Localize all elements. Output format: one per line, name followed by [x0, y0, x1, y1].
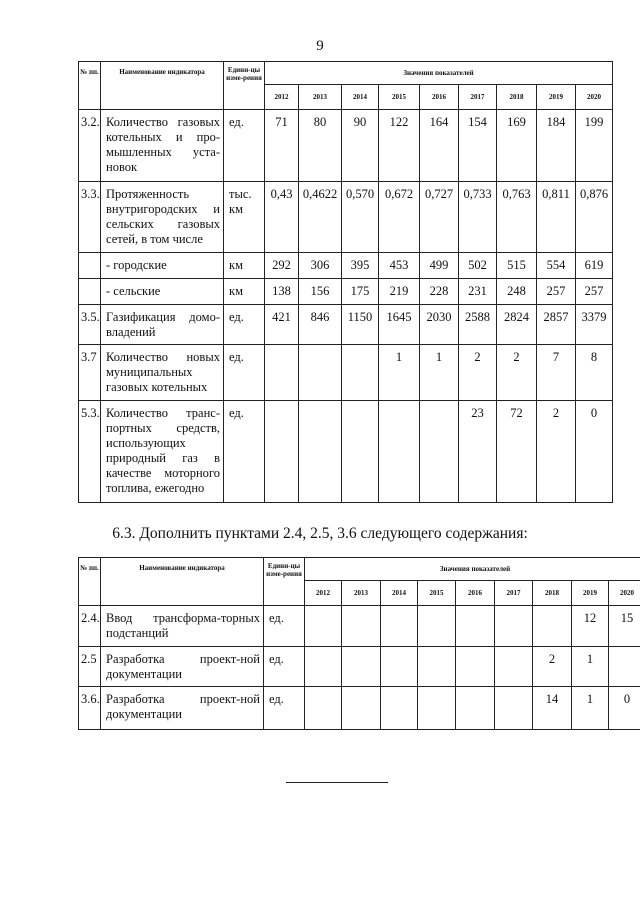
indicator-name: Разработка проект-ной документации: [101, 687, 264, 730]
value-cell: [418, 647, 456, 687]
value-cell: [495, 647, 533, 687]
unit: ед.: [264, 687, 305, 730]
row-number: 5.3.: [79, 401, 101, 503]
value-cell: 1: [379, 345, 420, 401]
value-cell: [299, 401, 342, 503]
header-year: 2013: [342, 581, 381, 606]
value-cell: 0,672: [379, 182, 420, 253]
value-cell: 2824: [497, 305, 537, 345]
indicator-name: Количество газовых котельных и про-мышленных уста-новок: [101, 110, 224, 182]
row-number: 2.5: [79, 647, 101, 687]
value-cell: 421: [265, 305, 299, 345]
header-year: 2016: [420, 85, 459, 110]
value-cell: 23: [459, 401, 497, 503]
table-row: [79, 345, 613, 401]
value-cell: 14: [533, 687, 572, 730]
value-cell: 0,733: [459, 182, 497, 253]
value-cell: 0,4622: [299, 182, 342, 253]
value-cell: 1645: [379, 305, 420, 345]
header-name: Наименование индикатора: [101, 558, 264, 606]
value-cell: [342, 401, 379, 503]
header-num: № пп.: [79, 62, 101, 110]
value-cell: 2: [537, 401, 576, 503]
value-cell: 15: [609, 606, 640, 647]
unit: ед.: [224, 305, 265, 345]
header-units: Едини-цы изме-рения: [224, 62, 265, 110]
indicator-name: - городские: [101, 253, 224, 279]
value-cell: [305, 687, 342, 730]
value-cell: [533, 606, 572, 647]
unit: км: [224, 253, 265, 279]
value-cell: 72: [497, 401, 537, 503]
header-name: Наименование индикатора: [101, 62, 224, 110]
value-cell: 2857: [537, 305, 576, 345]
value-cell: 164: [420, 110, 459, 182]
value-cell: 122: [379, 110, 420, 182]
value-cell: [456, 606, 495, 647]
table-row: [79, 647, 640, 687]
unit: ед.: [224, 110, 265, 182]
header-year: 2017: [459, 85, 497, 110]
value-cell: 1: [572, 647, 609, 687]
value-cell: [418, 606, 456, 647]
header-year: 2020: [576, 85, 613, 110]
value-cell: 257: [537, 279, 576, 305]
value-cell: 199: [576, 110, 613, 182]
value-cell: 1: [420, 345, 459, 401]
header-year: 2015: [379, 85, 420, 110]
header-year: 2013: [299, 85, 342, 110]
unit: ед.: [264, 606, 305, 647]
row-number: [79, 253, 101, 279]
value-cell: [456, 647, 495, 687]
indicator-name: Протяженность внутригородских и сельских газовых сетей, в том числе: [101, 182, 224, 253]
value-cell: 90: [342, 110, 379, 182]
value-cell: 2: [533, 647, 572, 687]
value-cell: 502: [459, 253, 497, 279]
header-year: 2016: [456, 581, 495, 606]
table-row: [79, 279, 613, 305]
header-num: № пп.: [79, 558, 101, 606]
unit: км: [224, 279, 265, 305]
header-year: 2019: [572, 581, 609, 606]
value-cell: 154: [459, 110, 497, 182]
indicator-name: Газификация домо-владений: [101, 305, 224, 345]
unit: ед.: [224, 345, 265, 401]
value-cell: 228: [420, 279, 459, 305]
indicator-name: - сельские: [101, 279, 224, 305]
header-year: 2012: [265, 85, 299, 110]
value-cell: 395: [342, 253, 379, 279]
value-cell: [420, 401, 459, 503]
value-cell: [381, 606, 418, 647]
value-cell: 184: [537, 110, 576, 182]
value-cell: 257: [576, 279, 613, 305]
table-row: [79, 182, 613, 253]
value-cell: [342, 647, 381, 687]
value-cell: 12: [572, 606, 609, 647]
header-year: 2014: [381, 581, 418, 606]
value-cell: 2588: [459, 305, 497, 345]
row-number: 3.5.: [79, 305, 101, 345]
value-cell: [265, 401, 299, 503]
value-cell: [495, 687, 533, 730]
table-row: [79, 253, 613, 279]
page-number: 9: [316, 38, 324, 54]
row-number: 3.6.: [79, 687, 101, 730]
row-number: 3.2.: [79, 110, 101, 182]
value-cell: [265, 345, 299, 401]
indicator-name: Ввод трансформа-торных подстанций: [101, 606, 264, 647]
header-year: 2014: [342, 85, 379, 110]
value-cell: 71: [265, 110, 299, 182]
value-cell: 0,570: [342, 182, 379, 253]
indicator-name: Количество транс-портных средств, использующих природный газ в качестве моторного топлива, ежегодно: [101, 401, 224, 503]
table-row: [79, 606, 640, 647]
value-cell: 0,763: [497, 182, 537, 253]
value-cell: 1: [572, 687, 609, 730]
additions-table: [78, 557, 640, 730]
row-number: 3.7: [79, 345, 101, 401]
value-cell: 2030: [420, 305, 459, 345]
value-cell: 554: [537, 253, 576, 279]
value-cell: 0,876: [576, 182, 613, 253]
value-cell: 0,43: [265, 182, 299, 253]
table-row: [79, 687, 640, 730]
table-row: [79, 305, 613, 345]
value-cell: [342, 606, 381, 647]
value-cell: 138: [265, 279, 299, 305]
indicators-table: [78, 61, 613, 503]
value-cell: 156: [299, 279, 342, 305]
header-year: 2015: [418, 581, 456, 606]
header-year: 2017: [495, 581, 533, 606]
value-cell: 3379: [576, 305, 613, 345]
value-cell: 619: [576, 253, 613, 279]
header-year: 2019: [537, 85, 576, 110]
value-cell: [342, 687, 381, 730]
value-cell: 306: [299, 253, 342, 279]
value-cell: 175: [342, 279, 379, 305]
value-cell: 7: [537, 345, 576, 401]
value-cell: 169: [497, 110, 537, 182]
unit: тыс. км: [224, 182, 265, 253]
value-cell: 2: [497, 345, 537, 401]
value-cell: 2: [459, 345, 497, 401]
table-row: [79, 110, 613, 182]
value-cell: 0: [576, 401, 613, 503]
header-values: Значения показателей: [265, 62, 613, 85]
value-cell: [381, 687, 418, 730]
table-row: [79, 401, 613, 503]
value-cell: [609, 647, 640, 687]
value-cell: 231: [459, 279, 497, 305]
row-number: [79, 279, 101, 305]
row-number: 3.3.: [79, 182, 101, 253]
unit: ед.: [224, 401, 265, 503]
header-units: Едини-цы изме-рения: [264, 558, 305, 606]
value-cell: [342, 345, 379, 401]
value-cell: 80: [299, 110, 342, 182]
value-cell: [299, 345, 342, 401]
footer-divider: [286, 782, 388, 783]
row-number: 2.4.: [79, 606, 101, 647]
indicator-name: Количество новых муниципальных газовых котельных: [101, 345, 224, 401]
unit: ед.: [264, 647, 305, 687]
header-year: 2012: [305, 581, 342, 606]
value-cell: [418, 687, 456, 730]
value-cell: 515: [497, 253, 537, 279]
header-year: 2020: [609, 581, 640, 606]
value-cell: 499: [420, 253, 459, 279]
value-cell: 846: [299, 305, 342, 345]
value-cell: [305, 647, 342, 687]
value-cell: 292: [265, 253, 299, 279]
value-cell: 453: [379, 253, 420, 279]
value-cell: [456, 687, 495, 730]
header-year: 2018: [533, 581, 572, 606]
header-year: 2018: [497, 85, 537, 110]
section-heading: 6.3. Дополнить пунктами 2.4, 2.5, 3.6 следующего содержания:: [112, 525, 528, 542]
header-values: Значения показателей: [305, 558, 640, 581]
value-cell: 1150: [342, 305, 379, 345]
value-cell: 0: [609, 687, 640, 730]
value-cell: 0,811: [537, 182, 576, 253]
value-cell: 219: [379, 279, 420, 305]
value-cell: [379, 401, 420, 503]
value-cell: [495, 606, 533, 647]
value-cell: 248: [497, 279, 537, 305]
value-cell: [381, 647, 418, 687]
value-cell: 8: [576, 345, 613, 401]
indicator-name: Разработка проект-ной документации: [101, 647, 264, 687]
value-cell: [305, 606, 342, 647]
value-cell: 0,727: [420, 182, 459, 253]
